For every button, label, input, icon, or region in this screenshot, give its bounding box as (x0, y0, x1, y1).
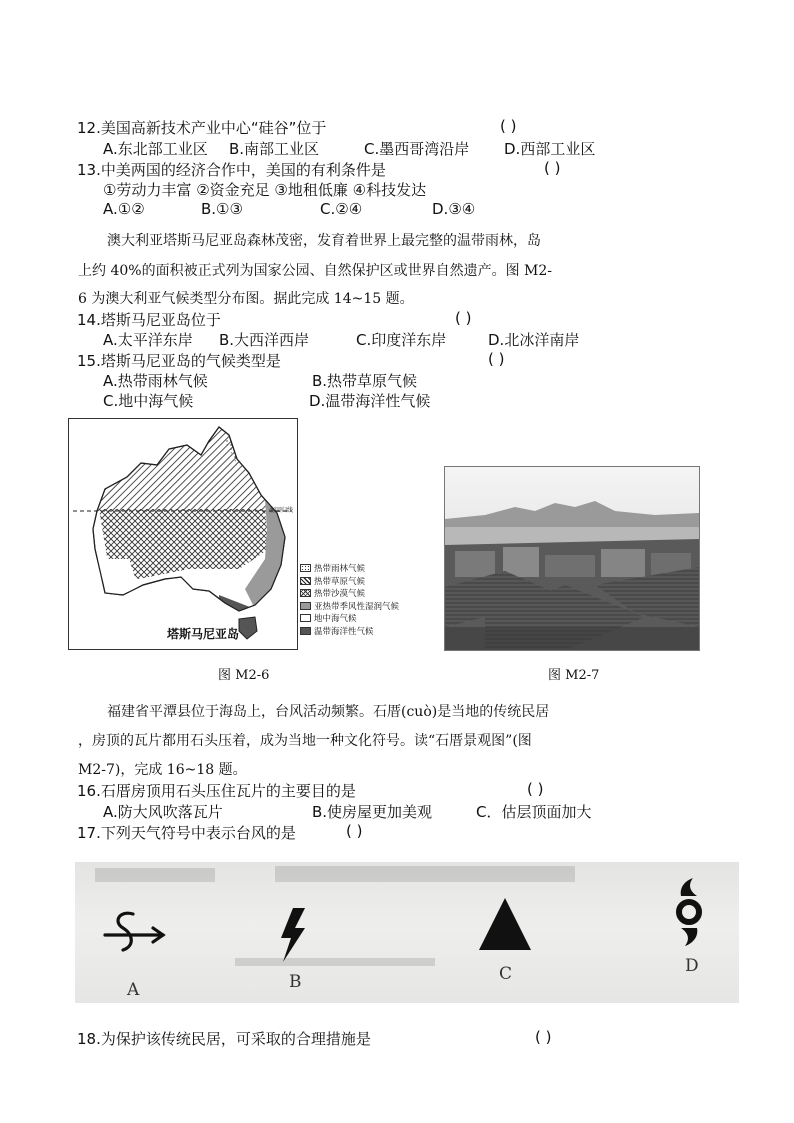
q17-answer-blank[interactable]: ( ) (346, 822, 363, 840)
q17-stem: 17.下列天气符号中表示台风的是 (77, 824, 296, 842)
typhoon-icon (679, 878, 699, 946)
q12-answer-blank[interactable]: ( ) (500, 117, 517, 135)
legend-label: 热带沙漠气候 (314, 589, 366, 600)
q12-option-d: D.西部工业区 (504, 140, 596, 158)
passage2-line3: M2-7)，完成 16~18 题。 (78, 762, 247, 778)
legend-item (300, 562, 399, 575)
q15-option-b: B.热带草原气候 (312, 372, 418, 390)
legend-swatch (300, 589, 311, 597)
legend-swatch (300, 564, 311, 572)
q15-option-a: A.热带雨林气候 (103, 372, 208, 390)
q18-stem: 18.为保护该传统民居，可采取的合理措施是 (77, 1030, 371, 1048)
passage1-line3: 6 为澳大利亚气候类型分布图。据此完成 14~15 题。 (78, 291, 414, 307)
lightning-icon (281, 908, 305, 962)
q13-answer-blank[interactable]: ( ) (544, 159, 561, 177)
q12-option-c: C.墨西哥湾沿岸 (364, 140, 470, 158)
q14-option-d: D.北冰洋南岸 (488, 331, 580, 349)
q16-option-c: C．估层顶面加大 (476, 803, 592, 821)
q16-option-b: B.使房屋更加美观 (312, 803, 433, 821)
q16-stem: 16.石厝房顶用石头压住瓦片的主要目的是 (77, 782, 356, 800)
symbol-letter-a: A (127, 980, 140, 1000)
q12-stem: 12.美国高新技术产业中心“硅谷”位于 (77, 119, 327, 137)
q13-option-c: C.②④ (320, 200, 363, 218)
legend-swatch (300, 627, 311, 635)
passage2-line1: 福建省平潭县位于海岛上，台风活动频繁。石厝(cuò)是当地的传统民居 (107, 704, 550, 720)
legend-swatch (300, 614, 311, 622)
q13-option-d: D.③④ (432, 200, 476, 218)
legend-label: 热带草原气候 (314, 576, 366, 587)
weather-symbols-graphic (75, 862, 739, 1003)
weather-symbols-panel (75, 862, 739, 1003)
q13-option-a: A.①② (103, 200, 145, 218)
passage2-line2: ，房顶的瓦片都用石头压着，成为当地一种文化符号。读“石厝景观图”(图 (78, 733, 532, 749)
passage1-line1: 澳大利亚塔斯马尼亚岛森林茂密，发育着世界上最完整的温带雨林，岛 (107, 233, 541, 249)
q14-answer-blank[interactable]: ( ) (455, 309, 472, 327)
q16-option-a: A.防大风吹落瓦片 (103, 803, 223, 821)
legend-item (300, 587, 399, 600)
australia-map-graphic (69, 419, 297, 649)
tasmania-shape (239, 617, 257, 639)
legend-label: 地中海气候 (314, 614, 357, 625)
q14-option-a: A.太平洋东岸 (103, 331, 193, 349)
legend-item (300, 612, 399, 625)
legend-label: 亚热带季风性湿润气候 (314, 601, 400, 612)
wind-arrow-icon (105, 913, 163, 950)
legend-label: 温带海洋性气候 (314, 626, 374, 637)
symbol-letter-b: B (289, 972, 302, 992)
legend-swatch (300, 577, 311, 585)
q13-option-b: B.①③ (201, 200, 243, 218)
map-legend (300, 562, 399, 637)
q14-option-c: C.印度洋东岸 (356, 331, 447, 349)
q15-option-d: D.温带海洋性气候 (309, 392, 431, 410)
australia-climate-map (68, 418, 298, 650)
q14-option-b: B.大西洋西岸 (219, 331, 310, 349)
stone-house-photo-graphic (445, 467, 699, 650)
q15-option-c: C.地中海气候 (103, 392, 194, 410)
symbol-letter-d: D (685, 956, 699, 976)
legend-item (300, 600, 399, 613)
tropic-label: 南回归线 (269, 507, 294, 514)
legend-label: 热带雨林气候 (314, 564, 366, 575)
tasmania-label: 塔斯马尼亚岛 (167, 627, 240, 641)
triangle-icon (479, 898, 531, 950)
q18-answer-blank[interactable]: ( ) (535, 1028, 552, 1046)
legend-item (300, 575, 399, 588)
q15-answer-blank[interactable]: ( ) (488, 350, 505, 368)
q12-option-b: B.南部工业区 (229, 140, 320, 158)
q16-answer-blank[interactable]: ( ) (527, 780, 544, 798)
q13-items: ①劳动力丰富 ②资金充足 ③地租低廉 ④科技发达 (103, 181, 427, 199)
figure-m2-6-caption: 图 M2-6 (218, 668, 270, 683)
passage1-line2: 上约 40%的面积被正式列为国家公园、自然保护区或世界自然遗产。图 M2- (78, 263, 552, 279)
q12-option-a: A.东北部工业区 (103, 140, 208, 158)
legend-item (300, 625, 399, 638)
symbol-letter-c: C (499, 964, 513, 984)
stone-house-photo (444, 466, 700, 651)
q14-stem: 14.塔斯马尼亚岛位于 (77, 311, 221, 329)
figure-m2-7-caption: 图 M2-7 (548, 668, 600, 683)
q13-stem: 13.中美两国的经济合作中，美国的有利条件是 (77, 161, 386, 179)
q15-stem: 15.塔斯马尼亚岛的气候类型是 (77, 352, 281, 370)
legend-swatch (300, 602, 311, 610)
